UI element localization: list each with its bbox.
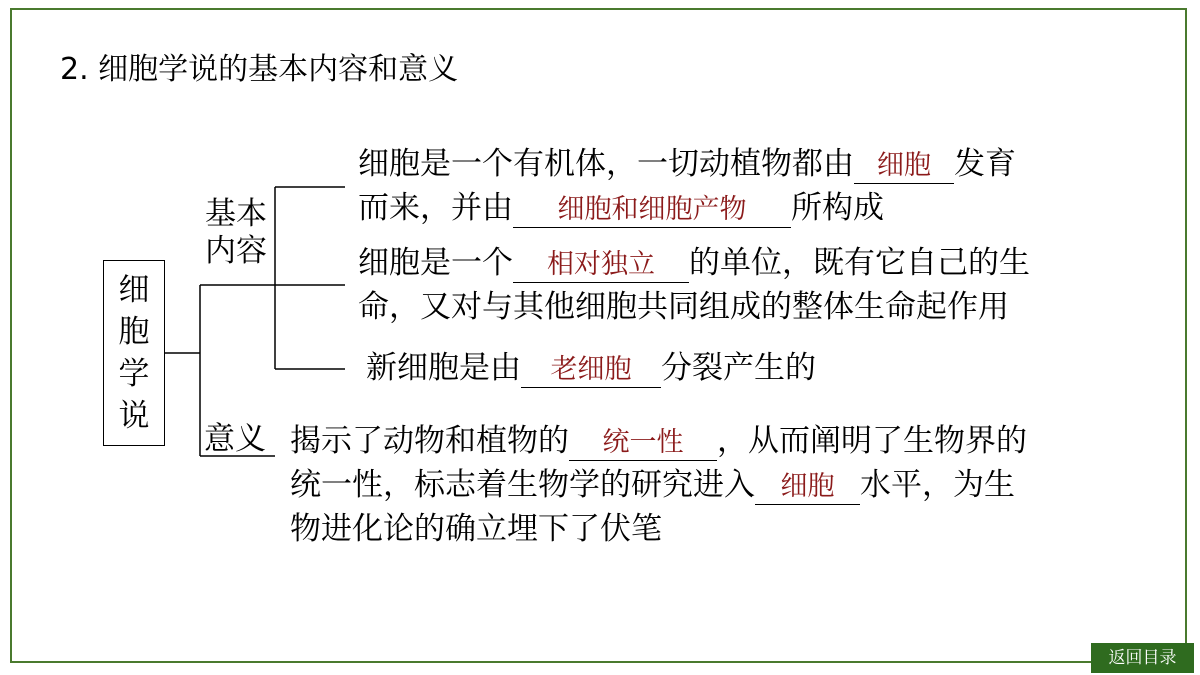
- root-box: [103, 260, 165, 446]
- slide-title: 2. 细胞学说的基本内容和意义: [60, 52, 459, 87]
- answer-blank: 老细胞: [521, 353, 661, 388]
- significance-line2: 统一性，标志着生物学的研究进入 细胞 水平，为生: [290, 467, 1015, 503]
- answer-blank: 细胞: [755, 470, 860, 505]
- content2-line2: 命，又对与其他细胞共同组成的整体生命起作用: [358, 289, 1009, 325]
- answer-blank: 细胞: [854, 149, 954, 184]
- content2-line1: 细胞是一个 相对独立 的单位，既有它自己的生: [358, 245, 1030, 281]
- significance-block: [290, 419, 1027, 551]
- content2-block: [358, 241, 1030, 329]
- branch-basic-label: 基本内容: [205, 196, 267, 269]
- answer-blank: 相对独立: [513, 248, 689, 283]
- content3-block: 新细胞是由 老细胞 分裂产生的: [366, 350, 816, 386]
- answer-blank: 细胞和细胞产物: [513, 193, 791, 228]
- content1-line2: 而来，并由 细胞和细胞产物 所构成: [358, 190, 884, 226]
- content1-line1: 细胞是一个有机体，一切动植物都由 细胞 发育: [358, 146, 1016, 182]
- answer-blank: 统一性: [569, 426, 717, 461]
- branch-significance-label: 意义: [204, 421, 266, 457]
- significance-line3: 物进化论的确立埋下了伏笔: [290, 511, 662, 547]
- significance-line1: 揭示了动物和植物的 统一性 ，从而阐明了生物界的: [290, 423, 1027, 459]
- back-to-contents-button[interactable]: 返回目录: [1091, 643, 1194, 673]
- root-label: 细胞学说: [118, 272, 150, 434]
- content1-block: [358, 142, 1016, 230]
